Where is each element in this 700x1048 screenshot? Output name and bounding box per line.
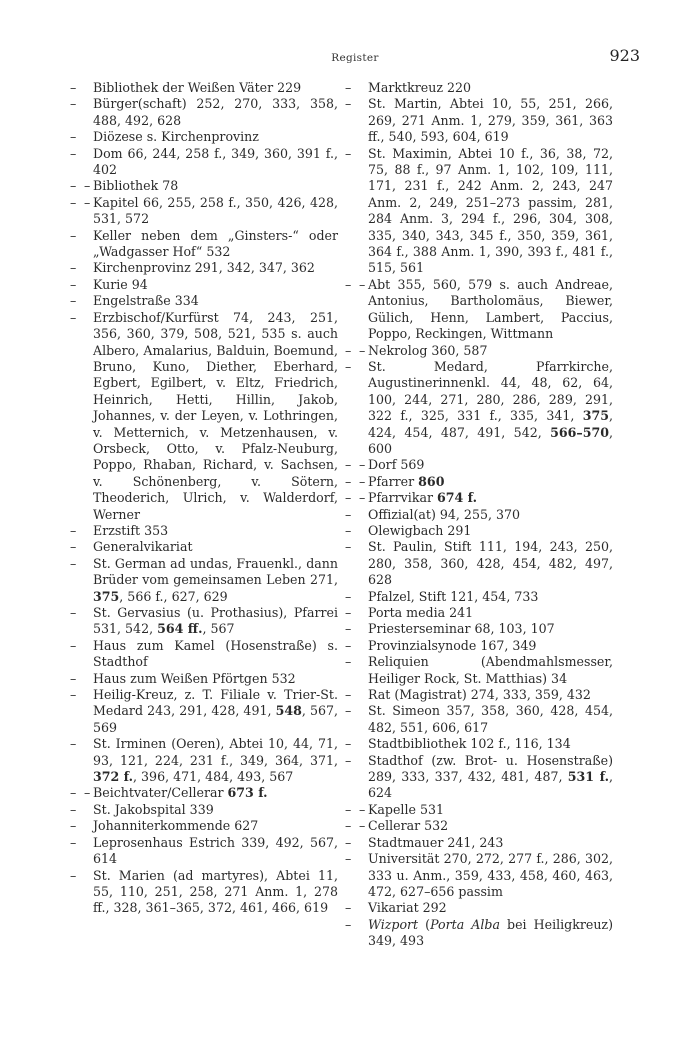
entry-text: Johanniterkommende 627 xyxy=(93,818,259,834)
entry-text: Dorf 569 xyxy=(368,457,425,473)
index-entry xyxy=(345,146,613,277)
entry-dash: – – xyxy=(345,490,366,506)
index-entry xyxy=(345,621,613,637)
entry-text: Priesterseminar 68, 103, 107 xyxy=(368,621,555,637)
entry-text: Engelstraße 334 xyxy=(93,293,199,309)
index-entry xyxy=(70,80,338,96)
entry-text: St. Jakobspital 339 xyxy=(93,801,214,817)
index-subentry xyxy=(70,178,338,194)
entry-dash: – – xyxy=(345,801,366,817)
entry-dash: – xyxy=(345,539,352,555)
index-entry xyxy=(345,359,613,457)
index-entry xyxy=(345,835,613,851)
index-entry xyxy=(345,687,613,703)
entry-dash: – xyxy=(70,227,77,243)
index-entry xyxy=(70,129,338,145)
entry-dash: – xyxy=(345,621,352,637)
entry-text: 673 f. xyxy=(227,785,268,801)
entry-text: Universität 270, 272, 277 f., 286, 302, 333 u. Anm., 359, 433, 458, 460, 463, 472, 627–656 passim xyxy=(368,851,613,899)
entry-dash: – xyxy=(345,900,352,916)
entry-text: Reliquien (Abendmahlsmesser, Heiliger Rock, St. Matthias) 34 xyxy=(368,654,613,686)
entry-dash: – xyxy=(70,293,77,309)
entry-dash: – xyxy=(70,539,77,555)
entry-text: Bibliothek 78 xyxy=(93,178,179,194)
index-entry xyxy=(70,671,338,687)
entry-text: St. Simeon 357, 358, 360, 428, 454, 482, 551, 606, 617 xyxy=(368,703,613,735)
index-entry xyxy=(345,736,613,752)
entry-text: Haus zum Kamel (Hosenstraße) s. Stadthof xyxy=(93,637,338,670)
index-entry xyxy=(70,802,338,818)
entry-dash: – xyxy=(70,670,77,686)
entry-dash: – xyxy=(70,801,77,817)
entry-dash: – xyxy=(345,834,352,850)
entry-dash: – xyxy=(70,818,77,834)
entry-dash: – xyxy=(70,145,77,161)
entry-text: 860 xyxy=(418,473,445,489)
entry-dash: – – xyxy=(345,342,366,358)
entry-dash: – xyxy=(70,687,77,703)
index-entry xyxy=(345,589,613,605)
entry-dash: – xyxy=(345,687,352,703)
entry-dash: – xyxy=(70,276,77,292)
index-entry xyxy=(345,605,613,621)
entry-dash: – xyxy=(345,916,352,932)
index-subentry xyxy=(70,195,338,228)
entry-text: Haus zum Weißen Pförtgen 532 xyxy=(93,670,296,686)
index-entry xyxy=(70,605,338,638)
entry-text: Olewigbach 291 xyxy=(368,522,472,538)
entry-text: Generalvikariat xyxy=(93,539,193,555)
entry-text: , 566 f., 627, 629 xyxy=(119,588,228,604)
index-subentry xyxy=(345,343,613,359)
entry-dash: – xyxy=(70,129,77,145)
entry-dash: – – xyxy=(70,194,91,210)
index-entry xyxy=(70,277,338,293)
entry-text: Keller neben dem „Ginsters-“ oder „Wadgasser Hof“ 532 xyxy=(93,227,338,260)
entry-dash: – xyxy=(345,654,352,670)
entry-text: Dom 66, 244, 258 f., 349, 360, 391 f., 402 xyxy=(93,145,338,178)
index-entry xyxy=(345,654,613,687)
entry-text: Erzbischof/Kurfürst 74, 243, 251, 356, 360, 379, 508, 521, 535 s. auch Albero, Amalarius, Balduin, Boemund, Bruno, Kuno, Diether, Eberhard, Egbert, Egilbert, v. Eltz, Friedrich, Heinrich, Hetti, Hillin, Jakob, Johannes, v. der Leyen, v. Lothringen, v. Metternich, v. Metzenhausen, v. Orsbeck, Otto, v. Pfalz-Neuburg, Poppo, Rhaban, Richard, v. Sachsen, v. Schönenberg, v. Sötern, Theoderich, Ulrich, v. Walderdorf, Werner xyxy=(93,309,338,522)
index-subentry xyxy=(345,457,613,473)
entry-dash: – – xyxy=(345,818,366,834)
entry-text: Kurie 94 xyxy=(93,276,148,292)
entry-text: Bürger(schaft) 252, 270, 333, 358, 488, 492, 628 xyxy=(93,96,338,128)
entry-text: , 567 xyxy=(202,621,235,637)
index-entry xyxy=(70,638,338,671)
index-entry xyxy=(70,868,338,917)
index-entry xyxy=(345,753,613,802)
entry-dash: – – xyxy=(70,785,91,801)
index-entry xyxy=(70,228,338,261)
entry-dash: – xyxy=(345,736,352,752)
entry-text: 674 f. xyxy=(437,490,478,506)
index-subentry xyxy=(345,818,613,834)
entry-text: ( xyxy=(418,916,431,932)
entry-dash: – xyxy=(70,260,77,276)
entry-dash: – xyxy=(345,851,352,867)
entry-text: 566–570 xyxy=(550,424,609,440)
index-entry xyxy=(70,310,338,523)
entry-text: 548 xyxy=(275,703,302,719)
index-column-left xyxy=(70,80,338,917)
entry-dash: – xyxy=(70,96,77,112)
entry-text: Diözese s. Kirchenprovinz xyxy=(93,129,259,145)
entry-text: St. Irminen (Oeren), Abtei 10, 44, 71, 93, 121, 224, 231 f., 349, 364, 371, xyxy=(93,736,338,768)
index-entry xyxy=(345,80,613,96)
entry-dash: – xyxy=(345,96,352,112)
entry-dash: – xyxy=(70,637,77,653)
entry-text: Rat (Magistrat) 274, 333, 359, 432 xyxy=(368,687,591,703)
entry-dash: – xyxy=(345,752,352,768)
running-title: Register xyxy=(331,52,379,64)
entry-dash: – xyxy=(345,605,352,620)
index-entry xyxy=(345,917,613,950)
entry-text: , 624 xyxy=(368,769,614,801)
entry-text: 531 f. xyxy=(567,769,609,785)
index-entry xyxy=(345,539,613,588)
index-subentry xyxy=(345,490,613,506)
index-column-right xyxy=(345,80,613,950)
entry-text: Porta Alba xyxy=(430,916,500,932)
entry-dash: – – xyxy=(70,178,91,194)
page-number: 923 xyxy=(609,46,640,65)
entry-dash: – xyxy=(345,506,352,522)
index-subentry xyxy=(345,474,613,490)
entry-text: Pfarrer xyxy=(368,473,419,489)
entry-text: , 567, 569 xyxy=(93,703,338,735)
entry-text: Offizial(at) 94, 255, 370 xyxy=(368,506,521,522)
entry-dash: – xyxy=(345,145,352,161)
entry-text: Heilig-Kreuz, z. T. Filiale v. Trier-St. Medard 243, 291, 428, 491, xyxy=(93,687,338,719)
entry-dash: – xyxy=(70,522,77,538)
entry-text: bei Heiligkreuz) 349, 493 xyxy=(368,916,613,949)
index-entry xyxy=(70,96,338,129)
index-entry xyxy=(345,851,613,900)
entry-text: Kirchenprovinz 291, 342, 347, 362 xyxy=(93,260,315,276)
index-entry xyxy=(345,703,613,736)
entry-text: St. Paulin, Stift 111, 194, 243, 250, 280, 358, 360, 428, 454, 482, 497, 628 xyxy=(368,539,613,588)
entry-text: Wizport xyxy=(368,916,419,932)
entry-text: Marktkreuz 220 xyxy=(368,80,472,95)
index-entry xyxy=(345,900,613,916)
entry-dash: – xyxy=(70,555,77,571)
page-header xyxy=(70,46,640,76)
index-entry xyxy=(345,523,613,539)
entry-dash: – xyxy=(70,605,77,620)
entry-text: Abt 355, 560, 579 s. auch Andreae, Antonius, Bartholomäus, Biewer, Gülich, Henn, Lambert, Paccius, Poppo, Reckingen, Wittmann xyxy=(368,276,613,342)
entry-text: Cellerar 532 xyxy=(368,818,449,834)
index-entry xyxy=(70,146,338,179)
index-entry xyxy=(70,523,338,539)
entry-text: Provinzialsynode 167, 349 xyxy=(368,637,537,653)
entry-text: Porta media 241 xyxy=(368,605,474,620)
entry-text: Pfalzel, Stift 121, 454, 733 xyxy=(368,588,539,604)
entry-text: St. Medard, Pfarrkirche, Augustinerinnenkl. 44, 48, 62, 64, 100, 244, 271, 280, 286, 289, 291, 322 f., 325, 331 f., 335, 341, xyxy=(368,358,613,424)
entry-dash: – xyxy=(345,703,352,719)
entry-dash: – xyxy=(70,736,77,752)
entry-text: Bibliothek der Weißen Väter 229 xyxy=(93,80,302,95)
index-entry xyxy=(345,96,613,145)
entry-text: Erzstift 353 xyxy=(93,522,169,538)
entry-text: St. Maximin, Abtei 10 f., 36, 38, 72, 75, 88 f., 97 Anm. 1, 102, 109, 111, 171, 231 f., 242 Anm. 2, 243, 247 Anm. 2, 249, 251–273 passim, 281, 284 Anm. 3, 294 f., 296, 304, 308, 335, 340, 343, 345 f., 350, 359, 361, 364 f., 388 Anm. 1, 390, 393 f., 481 f., 515, 561 xyxy=(368,145,613,276)
entry-dash: – xyxy=(345,358,352,374)
entry-dash: – xyxy=(70,834,77,850)
index-entry xyxy=(70,818,338,834)
entry-text: Kapitel 66, 255, 258 f., 350, 426, 428, 531, 572 xyxy=(93,194,338,227)
entry-dash: – xyxy=(70,867,77,883)
index-entry xyxy=(345,638,613,654)
index-entry xyxy=(70,539,338,555)
entry-text: Stadthof (zw. Brot- u. Hosenstraße) 289, 333, 337, 432, 481, 487, xyxy=(368,752,613,785)
entry-dash: – – xyxy=(345,473,366,489)
entry-text: 372 f. xyxy=(93,769,134,785)
entry-dash: – xyxy=(345,80,352,95)
entry-text: Vikariat 292 xyxy=(368,900,447,916)
entry-text: , 396, 471, 484, 493, 567 xyxy=(133,769,294,785)
entry-dash: – xyxy=(345,522,352,538)
entry-text: , 600 xyxy=(368,424,613,456)
index-entry xyxy=(70,835,338,868)
index-entry xyxy=(70,293,338,309)
entry-text: St. Gervasius (u. Prothasius), Pfarrei 531, 542, xyxy=(93,605,338,637)
index-subentry xyxy=(345,277,613,343)
entry-text: 564 ff. xyxy=(157,621,203,637)
entry-text: Nekrolog 360, 587 xyxy=(368,342,488,358)
entry-dash: – xyxy=(345,588,352,604)
index-entry xyxy=(70,260,338,276)
entry-text: Stadtmauer 241, 243 xyxy=(368,834,504,850)
entry-text: Stadtbibliothek 102 f., 116, 134 xyxy=(368,736,571,752)
entry-text: St. Martin, Abtei 10, 55, 251, 266, 269, 271 Anm. 1, 279, 359, 361, 363 ff., 540, 593, 604, 619 xyxy=(368,96,613,145)
entry-text: St. Marien (ad martyres), Abtei 11, 55, 110, 251, 258, 271 Anm. 1, 278 ff., 328, 361–365, 372, 461, 466, 619 xyxy=(93,867,338,916)
entry-dash: – xyxy=(70,80,77,95)
entry-text: Leprosenhaus Estrich 339, 492, 567, 614 xyxy=(93,834,338,867)
entry-dash: – – xyxy=(345,276,366,292)
entry-text: St. German ad undas, Frauenkl., dann Brüder vom gemeinsamen Leben 271, xyxy=(93,555,338,588)
index-entry xyxy=(70,556,338,605)
index-entry xyxy=(70,736,338,785)
index-entry xyxy=(345,507,613,523)
index-entry xyxy=(70,687,338,736)
index-subentry xyxy=(345,802,613,818)
entry-text: 375 xyxy=(93,588,120,604)
entry-dash: – xyxy=(345,637,352,653)
entry-text: Pfarrvikar xyxy=(368,490,437,506)
index-subentry xyxy=(70,785,338,801)
entry-text: 375 xyxy=(582,408,609,424)
entry-text: Kapelle 531 xyxy=(368,801,444,817)
entry-dash: – – xyxy=(345,457,366,473)
entry-text: Beichtvater/Cellerar xyxy=(93,785,228,801)
entry-text: , 424, 454, 487, 491, 542, xyxy=(368,408,613,440)
entry-dash: – xyxy=(70,309,77,325)
